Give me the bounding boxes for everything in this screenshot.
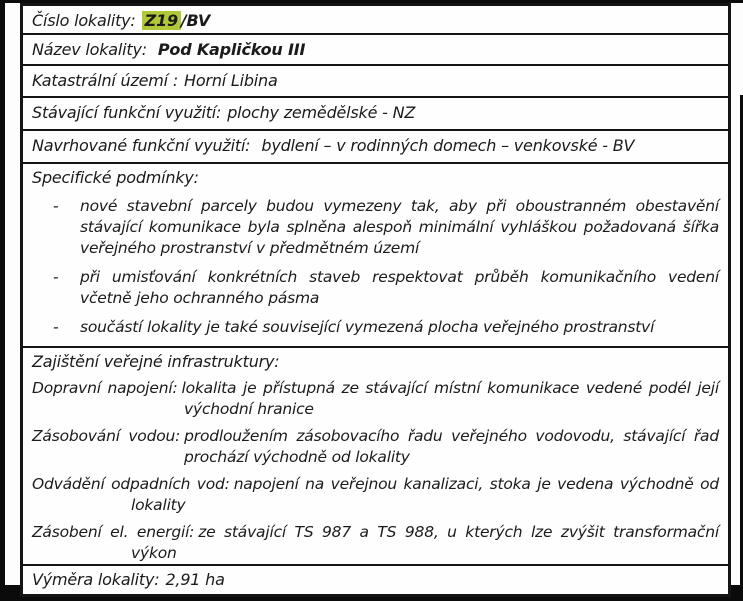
infra-item-zasobeni-energii — [32, 522, 719, 564]
row-stavajici-vyuziti — [23, 98, 728, 131]
row-nazev-lokality — [23, 35, 728, 66]
bullet-item — [32, 196, 719, 259]
infra-item-label: Odvádění odpadních vod: — [32, 475, 230, 493]
row-cislo-lokality — [23, 6, 728, 35]
row-specificke-podminky — [23, 164, 728, 348]
specificke-podminky-label: Specifické podmínky: — [32, 168, 199, 187]
infra-item-text: prodloužením zásobovacího řadu veřejného vodovodu, stávající řad prochází východně od lokality — [184, 427, 719, 466]
infra-item-text: napojení na veřejnou kanalizaci, stoka je vedena východně od lokality — [131, 475, 720, 514]
bullet-item — [32, 317, 719, 338]
cislo-lokality-label: Číslo lokality: — [32, 11, 136, 30]
navrhovane-vyuziti-label: Navrhované funkční využití: — [32, 136, 251, 155]
bullet-text: nové stavební parcely budou vymezeny tak, aby při oboustranném obestavění stávající komunikace byla splněna alespoň minimální vyhláškou požadovaná šířka veřejného prostranství v předmětném území — [80, 197, 719, 257]
infrastruktura-label: Zajištění veřejné infrastruktury: — [32, 352, 280, 371]
katastralni-uzemi-label: Katastrální území : — [32, 71, 179, 90]
infra-item-label: Zásobování vodou: — [32, 427, 181, 445]
infra-item-text: lokalita je přístupná ze stávající místní komunikace vedené podél její východní hranice — [181, 379, 719, 418]
locality-table — [20, 3, 731, 597]
row-infrastruktura — [23, 348, 728, 566]
row-vymera-lokality — [23, 566, 728, 594]
bullet-text: při umisťování konkrétních staveb respektovat průběh komunikačního vedení včetně jeho ochranného pásma — [80, 268, 719, 307]
cislo-lokality-code-suffix: /BV — [180, 11, 211, 30]
nazev-lokality-label: Název lokality: — [32, 40, 147, 59]
bullet-marker: - — [53, 268, 59, 286]
nazev-lokality-value: Pod Kapličkou III — [157, 40, 306, 59]
infra-item-zasobovani-vodou — [32, 426, 719, 468]
bullet-item — [32, 267, 719, 309]
specificke-podminky-list — [32, 196, 719, 338]
scan-edge-left — [0, 0, 5, 601]
row-navrhovane-vyuziti — [23, 131, 728, 164]
stavajici-vyuziti-label: Stávající funkční využití: — [32, 103, 222, 122]
infra-item-label: Dopravní napojení: — [32, 379, 178, 397]
vymera-lokality-label: Výměra lokality: — [32, 570, 160, 589]
stavajici-vyuziti-value: plochy zemědělské - NZ — [227, 103, 416, 122]
katastralni-uzemi-value: Horní Libina — [184, 71, 278, 90]
vymera-lokality-value: 2,91 ha — [165, 570, 225, 589]
infra-item-dopravni-napojeni — [32, 378, 719, 420]
bullet-marker: - — [53, 197, 59, 215]
infra-item-label: Zásobení el. energií: — [32, 523, 195, 541]
infra-item-odvadeni-vod — [32, 474, 719, 516]
cislo-lokality-code-highlighted: Z19 — [142, 11, 181, 30]
bullet-marker: - — [53, 318, 59, 336]
navrhovane-vyuziti-value: bydlení – v rodinných domech – venkovské - BV — [261, 136, 635, 155]
bullet-text: součástí lokality je také související vymezená plocha veřejného prostranství — [80, 318, 655, 336]
infra-item-text: ze stávající TS 987 a TS 988, u kterých lze zvýšit transformační výkon — [131, 523, 719, 562]
row-katastralni-uzemi — [23, 66, 728, 98]
